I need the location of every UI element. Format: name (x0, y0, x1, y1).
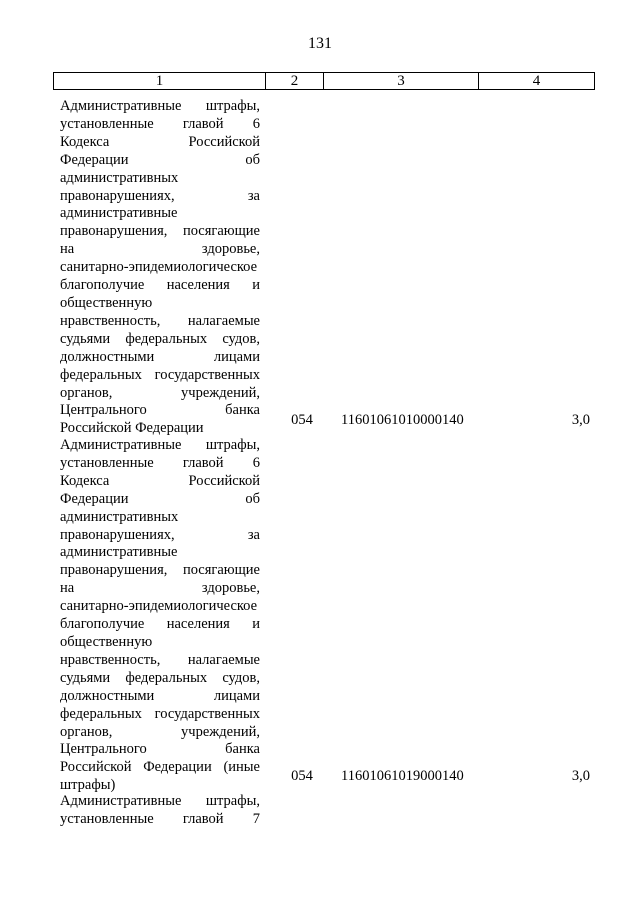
description-line: общественную (60, 294, 153, 311)
description-line: Российской Федерации (60, 420, 204, 437)
description-line: органов, учреждений, (60, 384, 260, 401)
description-line: благополучие населения и (60, 616, 260, 633)
description-line: штрафы) (60, 777, 116, 794)
description-line: правонарушениях, за (60, 526, 260, 543)
kbk-code: 11601061010000140 (341, 412, 464, 428)
description-line: нравственность, налагаемые (60, 312, 260, 329)
row-description (60, 437, 260, 795)
header-col-3: 3 (324, 73, 479, 90)
description-line: нравственность, налагаемые (60, 651, 260, 668)
description-line: санитарно-эпидемиологическое (60, 598, 258, 615)
description-line: Центрального банка (60, 741, 260, 758)
description-line: установленные главой 6 (60, 454, 260, 471)
description-line: Федерации об (60, 151, 260, 168)
description-line: на здоровье, (60, 580, 260, 597)
description-line: Российской Федерации (иные (60, 759, 260, 776)
description-line: общественную (60, 633, 153, 650)
description-line: Федерации об (60, 490, 260, 507)
description-line: судьями федеральных судов, (60, 669, 260, 686)
admin-code: 054 (291, 768, 313, 784)
description-line: установленные главой 7 (60, 810, 260, 827)
page-number: 131 (308, 35, 332, 52)
description-line: правонарушения, посягающие (60, 562, 260, 579)
header-col-1: 1 (54, 73, 266, 90)
description-line: административные (60, 205, 178, 222)
admin-code: 054 (291, 412, 313, 428)
header-col-4: 4 (479, 73, 595, 90)
description-line: должностными лицами (60, 687, 260, 704)
description-line: Кодекса Российской (60, 472, 260, 489)
amount-value: 3,0 (571, 768, 590, 784)
description-line: федеральных государственных (60, 366, 260, 383)
row-description (60, 793, 260, 829)
description-line: должностными лицами (60, 348, 260, 365)
amount-value: 3,0 (571, 412, 590, 428)
row-description (60, 98, 260, 438)
description-line: Административные штрафы, (60, 437, 260, 453)
description-line: административные (60, 544, 178, 561)
description-line: правонарушения, посягающие (60, 223, 260, 240)
description-line: судьями федеральных судов, (60, 330, 260, 347)
description-line: административных (60, 169, 179, 186)
description-line: Административные штрафы, (60, 793, 260, 809)
description-line: Центрального банка (60, 402, 260, 419)
kbk-code: 11601061019000140 (341, 768, 464, 784)
description-line: Административные штрафы, (60, 98, 260, 114)
description-line: федеральных государственных (60, 705, 260, 722)
description-line: установленные главой 6 (60, 115, 260, 132)
description-line: на здоровье, (60, 241, 260, 258)
description-line: благополучие населения и (60, 277, 260, 294)
description-line: правонарушениях, за (60, 187, 260, 204)
header-col-2: 2 (266, 73, 324, 90)
description-line: административных (60, 508, 179, 525)
description-line: санитарно-эпидемиологическое (60, 259, 258, 276)
table-header (53, 72, 595, 90)
description-line: Кодекса Российской (60, 133, 260, 150)
description-line: органов, учреждений, (60, 723, 260, 740)
